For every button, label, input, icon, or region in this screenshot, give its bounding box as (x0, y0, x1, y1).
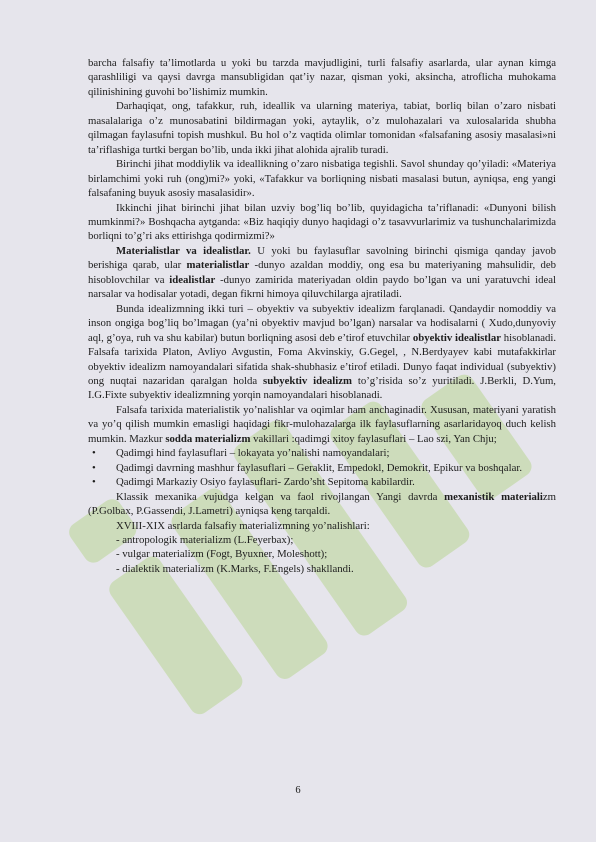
bullet-text: Qadimgi Markaziy Osiyo faylasuflari- Zardo’sht Sepitoma kabilardir. (116, 476, 415, 489)
text-run: -dunyo azaldan moddiy, ong esa bu materiyaning mahsulidir, deb hisoblovchilar va (88, 259, 556, 286)
text-run: Bunda idealizmning ikki turi – obyektiv va subyektiv idealizm farqlanadi. Qandaydir nomoddiy va inson ongiga bog’liq bo’lmagan (ya’ni obyektiv mavjud bo’lgan) narsalar va hodisalarni ( Xudo,dunyoviy aql, g’oya, ruh va shu kabilar) butun borliqning asosi deb e’tirof etuvchilar (88, 302, 556, 344)
bullet-icon: • (92, 461, 96, 474)
paragraph: XVIII-XIX asrlarda falsafiy materializmning yo’nalishlari: (116, 519, 370, 532)
bullet-item (88, 461, 556, 475)
bullet-icon: • (92, 447, 96, 460)
bold-term: materialistlar (186, 259, 250, 272)
bullet-text: Qadimgi hind faylasuflari – lokayata yo’nalishi namoyandalari; (116, 447, 390, 460)
text-run: zm (P.Golbax, P.Gassendi, J.Lametri) ayniqsa keng tarqaldi. (88, 490, 556, 518)
paragraph: Birinchi jihat moddiylik va ideallikning o’zaro nisbatiga tegishli. Savol shunday qo’yiladi: «Materiya birlamchimi yoki ruh (ong)mi?» yoki, «Tafakkur va borliqning nisbati masalasi butun, ayniqsa, eng yangi falsafaning buyuk asosiy masalasidir». (88, 158, 556, 200)
list-item: - dialektik materializm (K.Marks, F.Engels) shakllandi. (116, 562, 354, 575)
paragraph-idealism-types (88, 302, 556, 403)
text-run: U yoki bu faylasuflar savolning birinchi qismiga qanday javob berishiga qarab, ular (88, 244, 556, 272)
bold-term: idealistlar (169, 273, 216, 286)
bold-term: mexanistik materiali (444, 490, 543, 503)
bullet-icon: • (92, 476, 96, 489)
page-body (88, 56, 556, 576)
text-run: -dunyo zamirida materiyadan oldin paydo bo’lgan va uni yaratuvchi ideal narsalar va hodisalar yotadi, degan fikrni himoya qiluvchilarga ajratiladi. (88, 273, 556, 301)
page-number: 6 (295, 785, 301, 796)
paragraph-mechanistic (88, 490, 556, 519)
bold-term: sodda materializm (165, 432, 251, 445)
list-item: - antropologik materializm (L.Feyerbax); (116, 533, 294, 546)
text-run: hisoblanadi. Falsafa tarixida Platon, Avliyo Avgustin, Foma Akvinskiy, G.Gegel, , N.Berdyayev kabi mutafakkirlar obyektiv idealizm namoyandalari sifatida shak-shubhasiz e’tirof etiladi. Dunyo faqat individual (subyektiv) ong nuqtai nazaridan qaralgan holda (88, 331, 557, 387)
text-run: to’g’risida so’z yuritiladi. J.Berkli, D.Yum, I.G.Fixte subyektiv idealizmning yorqin namoyandalari hisoblanadi. (88, 374, 556, 402)
paragraph-materialists-idealists (88, 244, 556, 302)
bullet-item (88, 475, 556, 489)
bold-term: subyektiv idealizm (263, 374, 352, 387)
bold-term: obyektiv idealistlar (412, 331, 502, 344)
list-item: - vulgar materializm (Fogt, Byuxner, Moleshott); (116, 548, 328, 561)
paragraph: Ikkinchi jihat birinchi jihat bilan uzviy bog’liq bo’lib, quyidagicha ta’riflanadi: «Dunyoni bilish mumkinmi?» Boshqacha aytganda: «Biz haqiqiy dunyo haqidagi o’z tasavvurlarimiz va tushunchalarimizda borliqni to’g’ri aks ettirishga qodirmizmi?» (88, 201, 556, 243)
text-run: vakillari :qadimgi xitoy faylasuflari – Lao szi, Yan Chju; (250, 432, 497, 445)
paragraph-materialism-history (88, 403, 556, 446)
text-run: Klassik mexanika vujudga kelgan va faol rivojlangan Yangi davrda (116, 490, 445, 503)
paragraph: Darhaqiqat, ong, tafakkur, ruh, ideallik va ularning materiya, tabiat, borliq bilan o’zaro nisbati masalalariga o’z munosabatini bildirmagan yoki, aytaylik, o’z mulohazalari va xulosalarida shubha qilmagan faylasufni topish mushkul. Bu hol o’z vaqtida olimlar tomonidan «falsafaning asosiy masalasi»ni ta’riflashiga turtki bergan bo’lib, unda ikki jihat alohida ajralib turadi. (88, 100, 556, 156)
bullet-item (88, 446, 556, 460)
bold-heading: Materialistlar va idealistlar. (116, 244, 251, 257)
text-run: Falsafa tarixida materialistik yo’nalishlar va oqimlar ham anchaginadir. Xususan, materiyani yaratish va yo’q qilish mumkin emasligi haqidagi fikr-mulohazalarga ilk faylasuflarning asarlaridayoq duch kelish mumkin. Mazkur (88, 403, 556, 445)
bullet-text: Qadimgi davrning mashhur faylasuflari – Geraklit, Empedokl, Demokrit, Epikur va boshqalar. (116, 461, 523, 474)
paragraph: barcha falsafiy ta’limotlarda u yoki bu tarzda mavjudligini, turli falsafiy asarlarda, ular aynan kimga qarashliligi va qaysi davrga mansubligidan qat’iy nazar, qisman yoki, aksincha, atroflicha muhokama qilinishining guvohi bo’lishimiz mumkin. (88, 57, 556, 98)
